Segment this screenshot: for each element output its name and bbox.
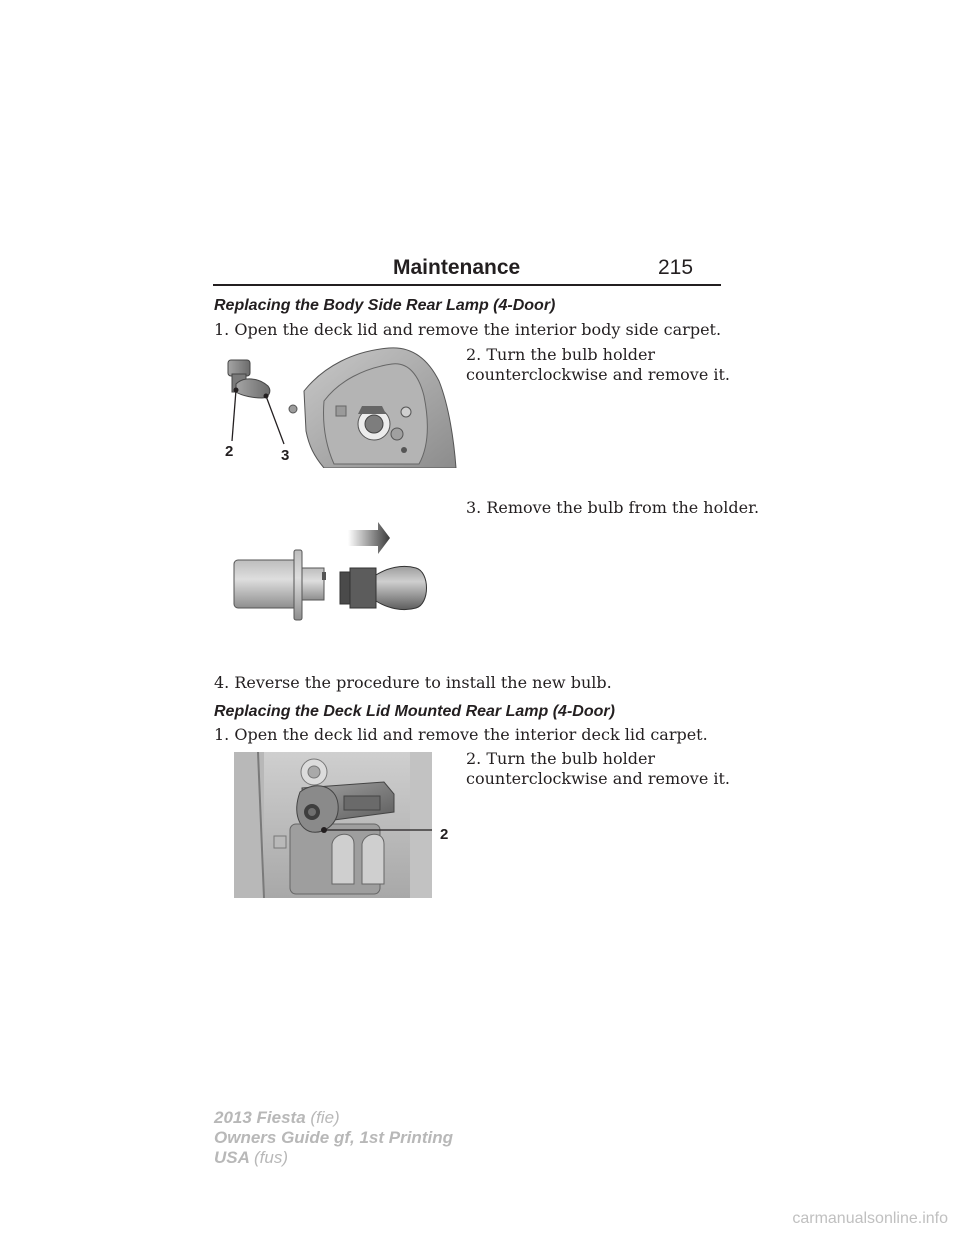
page-number: 215 xyxy=(658,256,694,279)
footer-model-code: (fie) xyxy=(310,1108,340,1127)
instruction-step-3: 3. Remove the bulb from the holder. xyxy=(466,498,760,517)
instruction-deck-step-2 xyxy=(466,749,730,789)
header-divider xyxy=(213,284,721,286)
footer-line-2: Owners Guide gf, 1st Printing xyxy=(214,1128,453,1147)
figure-bulb-removal-illustration xyxy=(232,520,432,624)
instruction-step-2-line-1: 2. Turn the bulb holder xyxy=(466,345,656,364)
instruction-step-4: 4. Reverse the procedure to install the new bulb. xyxy=(214,673,612,692)
footer-line-1 xyxy=(214,1108,340,1128)
instruction-step-2 xyxy=(466,345,730,385)
section-heading-deck-lid: Replacing the Deck Lid Mounted Rear Lamp (4-Door) xyxy=(214,703,615,720)
figure-callout-2: 2 xyxy=(225,443,234,460)
footer-model: 2013 Fiesta xyxy=(214,1108,306,1127)
figure-body-side-lamp xyxy=(214,346,458,468)
instruction-step-1: 1. Open the deck lid and remove the interior body side carpet. xyxy=(214,320,722,339)
watermark: carmanualsonline.info xyxy=(792,1210,948,1227)
footer-market-code: (fus) xyxy=(254,1148,288,1167)
instruction-deck-step-2-line-1: 2. Turn the bulb holder xyxy=(466,749,656,768)
page-title: Maintenance xyxy=(393,256,521,279)
figure-callout-3: 3 xyxy=(281,447,290,464)
instruction-step-2-line-2: counterclockwise and remove it. xyxy=(466,365,731,384)
footer-line-3 xyxy=(214,1148,288,1168)
instruction-deck-step-2-line-2: counterclockwise and remove it. xyxy=(466,769,731,788)
figure-bulb-removal xyxy=(232,520,432,624)
figure-deck-lid-lamp-illustration xyxy=(234,752,432,898)
figure-body-side-lamp-illustration xyxy=(214,346,458,468)
figure-callout-2-deck: 2 xyxy=(440,826,449,843)
instruction-deck-step-1: 1. Open the deck lid and remove the interior deck lid carpet. xyxy=(214,725,708,744)
footer-market: USA xyxy=(214,1148,250,1167)
figure-deck-lid-lamp xyxy=(234,752,432,898)
section-heading-body-side: Replacing the Body Side Rear Lamp (4-Door) xyxy=(214,297,556,314)
